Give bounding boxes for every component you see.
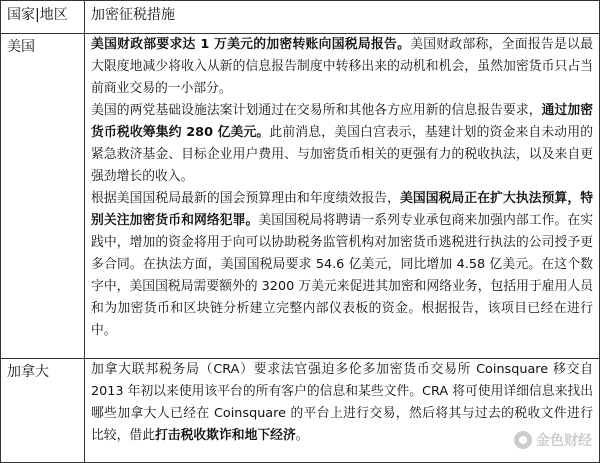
us-p3-text-b: 美国国税局将聘请一系列专业承包商来加强内部工作。在实践中，增加的资金将用于向可以协助税务监管机构对加密货币逃税进行执法的公司授予更多合同。在执法方面，美国国税局要求 54.6 亿美元，同比增加 4.58 亿美元。在这个数字中，美国国税局需要额外的 3200 万美元来促进其加密和网络业务，包括用于雇用人员和为加密货币和区块链分析建立完整内部仪表板的资金。根据报告，该项目已经在进行中。 — [91, 213, 594, 338]
us-p1-bold: 美国财政部要求达 1 万美元的加密转账向国税局报告。 — [91, 37, 411, 52]
us-paragraph-1 — [91, 34, 593, 100]
table-row-us — [1, 34, 600, 359]
ca-p1-text-b: 。 — [295, 428, 309, 443]
us-paragraph-2 — [91, 100, 593, 188]
us-paragraph-3 — [91, 188, 593, 342]
ca-paragraph-1 — [91, 359, 593, 447]
country-cell-us: 美国 — [1, 34, 85, 359]
ca-p1-bold: 打击税收欺诈和地下经济 — [154, 428, 296, 443]
header-country: 国家|地区 — [1, 1, 85, 34]
us-p2-text-b: 此前消息，美国白宫表示，基建计划的资金来自未动用的紧急救济基金、目标企业用户费用、与加密货币相关的更强有力的税收执法，以及来自更强劲增长的收入。 — [91, 125, 594, 184]
us-p2-text-a: 美国的两党基础设施法案计划通过在交易所和其他各方应用新的信息报告要求， — [91, 103, 542, 118]
table-header-row — [1, 1, 600, 34]
us-p3-bold: 美国国税局正在扩大执法预算，特别关注加密货币和网络犯罪。 — [91, 191, 594, 228]
measures-cell-canada — [85, 359, 600, 463]
us-p1-text: 美国财政部称，全面报告是以最大限度地减少将收入从新的信息报告制度中转移出来的动机和机会，虽然加密货币只占当前商业交易的一小部分。 — [91, 37, 593, 96]
ca-p1-text-a: 加拿大联邦税务局（CRA）要求法官强迫多伦多加密货币交易所 Coinsquare 移交自 2013 年初以来使用该平台的所有客户的信息和某些文件。CRA 将可使用详细信息来找出哪些加拿大人已经在 Coinsquare 的平台上进行交易，然后将其与过去的税收文件进行比较，借此 — [91, 362, 593, 443]
measures-cell-us — [85, 34, 600, 359]
header-measures: 加密征税措施 — [85, 1, 600, 34]
table-row-canada — [1, 359, 600, 463]
us-p2-bold: 通过加密货币税收筹集约 280 亿美元。 — [91, 103, 594, 140]
country-cell-canada: 加拿大 — [1, 359, 85, 463]
us-p3-text-a: 根据美国国税局最新的国会预算理由和年度绩效报告， — [91, 191, 400, 206]
watermark-text: 金色财经 — [536, 433, 592, 449]
